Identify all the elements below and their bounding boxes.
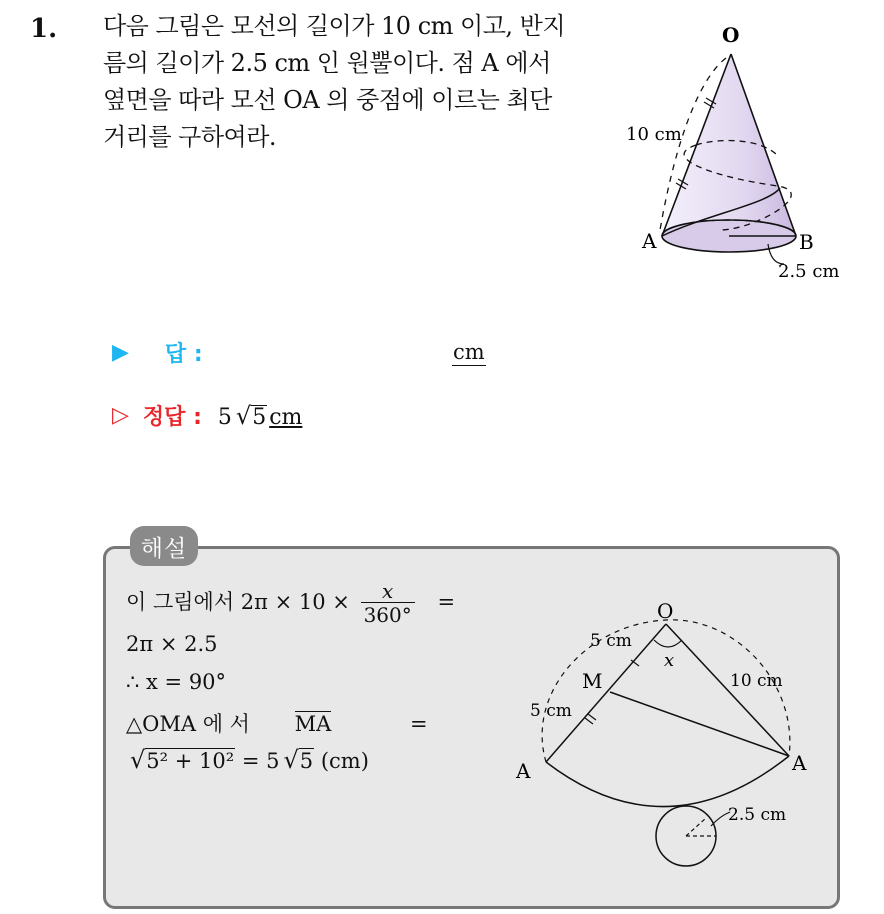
solution-line-4-eq: = [410,712,428,736]
sqrt-symbol: √ 5 [235,401,267,430]
solution-line-5-mid: = 5 [235,749,280,773]
correct-answer-label: 정답 : [142,405,202,430]
solution-line-5-unit: (cm) [314,749,369,773]
cone-slant-label: 10 cm [626,124,682,145]
cone-label-b: B [799,230,814,254]
root-five: 5 [299,749,314,773]
cone-label-o: O [722,23,740,47]
sector-radius: 2.5 cm [728,805,787,825]
solution-line-4 [126,708,428,738]
sector-seg-upper: 5 cm [590,631,632,651]
correct-answer-value [218,402,302,430]
question-line-3: 옆면을 따라 모선 OA 의 중점에 이르는 최단 [103,86,552,114]
cone-figure [618,18,858,288]
sector-figure [506,594,836,894]
cone-label-a: A [642,229,657,253]
solution-tag: 해설 [130,526,198,566]
correct-coef: 5 [217,404,232,430]
solution-line-5 [126,746,369,774]
sector-label-m: M [582,669,603,693]
answer-input-unit[interactable]: cm [453,340,485,364]
segment-ma: MA [294,712,332,736]
solution-line-1-prefix: 이 그림에서 2π × 10 × [126,590,350,614]
sector-slant: 10 cm [730,671,783,691]
play-triangle-icon: ▶ [112,339,129,365]
sqrt-symbol: √ 5² + 10² [130,746,235,774]
fraction-numerator: x [382,579,394,603]
question-line-1: 다음 그림은 모선의 길이가 10 cm 이고, 반지 [103,12,566,40]
root-sum: 5² + 10² [146,749,235,773]
cone-radius-label: 2.5 cm [778,261,840,282]
fraction [361,580,415,627]
sector-label-a-left: A [516,759,531,783]
answer-row [112,337,203,368]
correct-answer-row [112,400,302,431]
question-text [103,8,603,156]
fraction-denominator: 360° [361,602,415,627]
answer-label: 답 : [164,342,203,367]
sector-label-a-right: A [792,751,807,775]
sqrt-symbol: √ 5 [283,746,314,774]
question-number: 1. [30,14,58,44]
outline-triangle-icon: ▷ [112,402,129,428]
solution-line-3: ∴ x = 90° [126,670,227,694]
sector-angle-x: x [664,650,675,671]
solution-line-2: 2π × 2.5 [126,632,218,656]
sector-label-o: O [657,599,674,623]
solution-line-1-eq: = [437,590,456,614]
question-line-2: 름의 길이가 2.5 cm 인 원뿔이다. 점 A 에서 [103,49,551,77]
solution-line-1 [126,580,455,627]
correct-unit: cm [269,404,303,430]
solution-line-4-left: △OMA 에 서 [126,712,250,736]
sector-seg-lower: 5 cm [530,701,572,721]
question-line-4: 거리를 구하여라. [103,123,277,151]
correct-root: 5 [252,404,267,430]
